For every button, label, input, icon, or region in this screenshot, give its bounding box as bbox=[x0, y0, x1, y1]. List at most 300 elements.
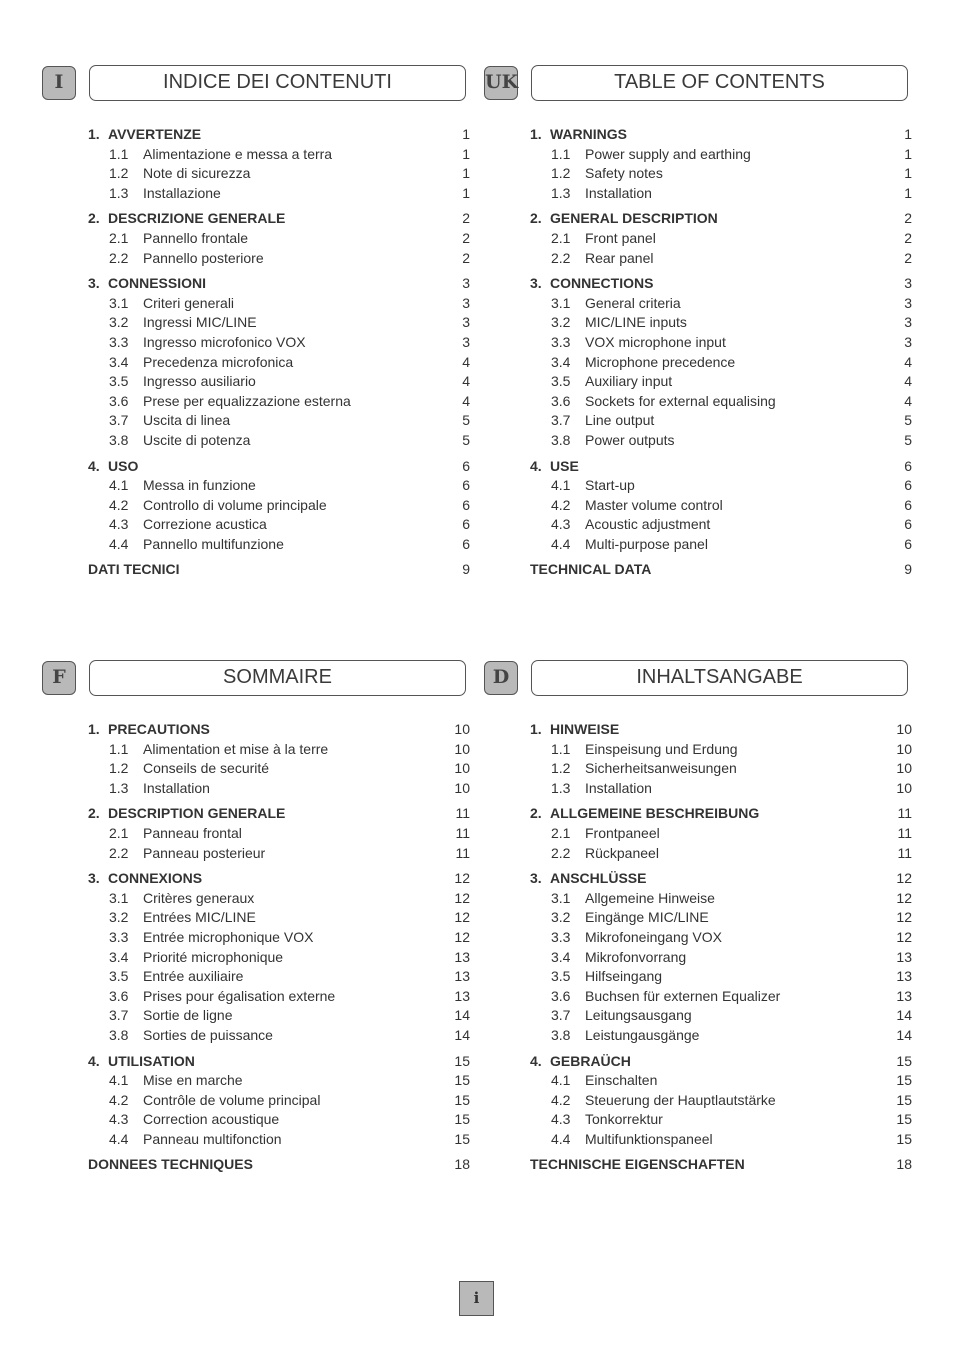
entry-number: 1.1 bbox=[551, 145, 571, 162]
page-number: 10 bbox=[454, 740, 470, 757]
section-title: GENERAL DESCRIPTION bbox=[550, 210, 718, 227]
section-title: AVVERTENZE bbox=[108, 126, 202, 142]
page-number: 2 bbox=[904, 229, 912, 246]
final-entry-title: TECHNISCHE EIGENSCHAFTEN bbox=[530, 1156, 745, 1173]
section-number: 3. bbox=[530, 275, 542, 292]
entry-title: Start-up bbox=[585, 477, 635, 494]
toc-section bbox=[88, 125, 470, 203]
page-number: 6 bbox=[462, 535, 470, 552]
entry-title: Entrée auxiliaire bbox=[143, 968, 244, 985]
page-number: 12 bbox=[454, 928, 470, 945]
page-number: 15 bbox=[454, 1130, 470, 1147]
section-number: 4. bbox=[530, 1052, 542, 1069]
toc-entry bbox=[530, 987, 912, 1007]
entry-number: 4.3 bbox=[551, 1111, 571, 1128]
toc-section bbox=[530, 1052, 912, 1150]
page-number: 15 bbox=[454, 1111, 470, 1128]
page-number: 5 bbox=[462, 431, 470, 448]
page-number: 6 bbox=[462, 477, 470, 494]
toc-title: INDICE DEI CONTENUTI bbox=[89, 65, 466, 101]
toc-section-heading bbox=[530, 804, 912, 824]
section-title: WARNINGS bbox=[550, 126, 627, 142]
toc-final-entry bbox=[530, 1155, 912, 1175]
toc-entries bbox=[530, 125, 912, 580]
entry-number: 2.1 bbox=[551, 824, 571, 841]
section-title: ANSCHLÜSSE bbox=[550, 870, 647, 887]
entry-number: 2.2 bbox=[551, 249, 571, 266]
entry-number: 3.7 bbox=[551, 1007, 571, 1024]
toc-title: TABLE OF CONTENTS bbox=[531, 65, 908, 101]
page-number: 10 bbox=[896, 721, 912, 737]
toc-entry bbox=[530, 496, 912, 516]
toc-section-heading bbox=[88, 457, 470, 477]
language-badge: UK bbox=[484, 66, 518, 100]
page-number: 11 bbox=[897, 824, 912, 841]
section-number: 3. bbox=[530, 870, 542, 887]
toc-section bbox=[88, 209, 470, 268]
entry-number: 3.6 bbox=[109, 987, 129, 1004]
entry-title: Correzione acustica bbox=[143, 516, 267, 533]
toc-entry bbox=[88, 779, 470, 799]
toc-entry bbox=[88, 1026, 470, 1046]
entry-title: Acoustic adjustment bbox=[585, 516, 711, 533]
entry-number: 2.2 bbox=[551, 844, 571, 861]
toc-section bbox=[88, 1052, 470, 1150]
page-number: 11 bbox=[897, 844, 912, 861]
toc-section-heading bbox=[530, 125, 912, 145]
toc-entry bbox=[530, 759, 912, 779]
entry-title: Line output bbox=[585, 412, 655, 429]
toc-section-heading bbox=[530, 720, 912, 740]
entry-number: 3.5 bbox=[551, 968, 571, 985]
toc-entry bbox=[88, 759, 470, 779]
entry-title: Ingresso microfonico VOX bbox=[143, 333, 306, 350]
toc-header bbox=[42, 65, 470, 103]
entry-number: 4.4 bbox=[109, 1130, 129, 1147]
entry-title: Uscite di potenza bbox=[143, 431, 251, 448]
entry-number: 3.3 bbox=[109, 928, 129, 945]
entry-number: 4.2 bbox=[551, 496, 571, 513]
toc-entry bbox=[530, 333, 912, 353]
page-number: 3 bbox=[462, 294, 470, 311]
entry-title: Prese per equalizzazione esterna bbox=[143, 392, 351, 409]
page-number: 12 bbox=[454, 909, 470, 926]
toc-entry bbox=[88, 824, 470, 844]
toc-entry bbox=[88, 1071, 470, 1091]
entry-number: 3.7 bbox=[109, 1007, 129, 1024]
entry-number: 1.2 bbox=[551, 760, 571, 777]
entry-title: Messa in funzione bbox=[143, 477, 256, 494]
toc-section-heading bbox=[88, 125, 470, 145]
toc-entry bbox=[88, 333, 470, 353]
section-number: 2. bbox=[88, 210, 100, 227]
toc-entry bbox=[88, 353, 470, 373]
page-number: 13 bbox=[454, 987, 470, 1004]
toc-entry bbox=[530, 967, 912, 987]
page-number: 15 bbox=[454, 1072, 470, 1089]
final-entry-title: TECHNICAL DATA bbox=[530, 561, 652, 578]
toc-entry bbox=[530, 476, 912, 496]
toc-entry bbox=[88, 431, 470, 451]
toc-entry bbox=[530, 779, 912, 799]
toc-entry bbox=[88, 1130, 470, 1150]
page-number: 10 bbox=[454, 760, 470, 777]
toc-section-heading bbox=[88, 209, 470, 229]
entry-title: Pannello multifunzione bbox=[143, 535, 284, 552]
toc-entry bbox=[530, 1110, 912, 1130]
entry-number: 3.2 bbox=[551, 314, 571, 331]
section-title: CONNECTIONS bbox=[550, 275, 654, 292]
toc-entries bbox=[530, 720, 912, 1175]
entry-number: 1.3 bbox=[109, 184, 129, 201]
page-number: 12 bbox=[896, 928, 912, 945]
toc-section bbox=[530, 457, 912, 555]
page-number: 6 bbox=[904, 477, 912, 494]
entry-title: VOX microphone input bbox=[585, 333, 726, 350]
entry-number: 3.6 bbox=[551, 392, 571, 409]
toc-entry bbox=[530, 1091, 912, 1111]
section-title: CONNESSIONI bbox=[108, 275, 207, 292]
section-title: USE bbox=[550, 457, 579, 474]
page-number: 15 bbox=[454, 1091, 470, 1108]
page-number: 13 bbox=[896, 987, 912, 1004]
page-number: 1 bbox=[462, 126, 470, 142]
entry-title: Multifunktionspaneel bbox=[585, 1130, 713, 1147]
entry-number: 2.1 bbox=[109, 824, 129, 841]
section-title: GEBRAÜCH bbox=[550, 1052, 631, 1069]
entry-title: Controllo di volume principale bbox=[143, 496, 327, 513]
section-number: 1. bbox=[530, 126, 542, 142]
toc-section-heading bbox=[530, 209, 912, 229]
page-number: 1 bbox=[462, 184, 470, 201]
page-number: 11 bbox=[897, 805, 912, 822]
page-number-badge: i bbox=[459, 1281, 494, 1316]
page-number: 14 bbox=[454, 1007, 470, 1024]
toc-entry bbox=[530, 313, 912, 333]
page-number: 15 bbox=[896, 1130, 912, 1147]
toc-section bbox=[530, 209, 912, 268]
entry-number: 4.4 bbox=[551, 1130, 571, 1147]
toc-entry bbox=[530, 184, 912, 204]
page-number: 11 bbox=[455, 805, 470, 822]
toc-entry bbox=[88, 496, 470, 516]
page-number: 4 bbox=[462, 353, 470, 370]
page-number: 4 bbox=[904, 392, 912, 409]
entry-number: 3.1 bbox=[551, 294, 571, 311]
entry-number: 2.1 bbox=[551, 229, 571, 246]
entry-title: Uscita di linea bbox=[143, 412, 231, 429]
section-number: 4. bbox=[530, 457, 542, 474]
toc-section bbox=[530, 125, 912, 203]
toc-entry bbox=[88, 928, 470, 948]
entry-number: 1.1 bbox=[109, 740, 129, 757]
entry-title: MIC/LINE inputs bbox=[585, 314, 687, 331]
entry-number: 3.6 bbox=[551, 987, 571, 1004]
page-number: 14 bbox=[896, 1026, 912, 1043]
entry-number: 1.1 bbox=[551, 740, 571, 757]
toc-section-heading bbox=[88, 804, 470, 824]
final-entry-title: DONNEES TECHNIQUES bbox=[88, 1156, 253, 1173]
section-title: DESCRIZIONE GENERALE bbox=[108, 210, 286, 227]
entry-number: 4.3 bbox=[109, 516, 129, 533]
toc-section bbox=[530, 720, 912, 798]
entry-title: Tonkorrektur bbox=[585, 1111, 663, 1128]
entry-number: 3.3 bbox=[551, 928, 571, 945]
toc-section bbox=[530, 274, 912, 450]
entry-title: Mikrofonvorrang bbox=[585, 948, 687, 965]
entry-number: 4.4 bbox=[109, 535, 129, 552]
entry-title: Installation bbox=[585, 184, 652, 201]
entry-number: 2.2 bbox=[109, 844, 129, 861]
toc-final-entry bbox=[88, 1155, 470, 1175]
toc-header bbox=[484, 65, 912, 103]
entry-title: Front panel bbox=[585, 229, 656, 246]
toc-entry bbox=[88, 184, 470, 204]
entry-number: 3.7 bbox=[551, 412, 571, 429]
language-badge: D bbox=[484, 661, 518, 695]
page-number: 2 bbox=[462, 229, 470, 246]
toc-entry bbox=[88, 1091, 470, 1111]
entry-number: 1.3 bbox=[551, 184, 571, 201]
entry-title: Frontpaneel bbox=[585, 824, 660, 841]
toc-final-entry bbox=[88, 560, 470, 580]
entry-title: Note di sicurezza bbox=[143, 165, 251, 182]
toc-entry bbox=[88, 515, 470, 535]
entry-title: Microphone precedence bbox=[585, 353, 736, 370]
toc-entry bbox=[530, 889, 912, 909]
entry-title: Ingressi MIC/LINE bbox=[143, 314, 257, 331]
page-number: 10 bbox=[896, 740, 912, 757]
entry-title: Critères generaux bbox=[143, 889, 255, 906]
page-number: 11 bbox=[455, 824, 470, 841]
section-title: USO bbox=[108, 457, 139, 474]
page-number: 3 bbox=[904, 294, 912, 311]
entry-title: Installation bbox=[585, 779, 652, 796]
section-title: ALLGEMEINE BESCHREIBUNG bbox=[550, 805, 760, 822]
page-number: 9 bbox=[462, 561, 470, 578]
entry-title: Leitungsausgang bbox=[585, 1007, 692, 1024]
entry-number: 1.3 bbox=[109, 779, 129, 796]
toc-entry bbox=[530, 824, 912, 844]
entry-number: 3.8 bbox=[551, 431, 571, 448]
entry-title: Sortie de ligne bbox=[143, 1007, 233, 1024]
page-number: 4 bbox=[462, 392, 470, 409]
entry-number: 3.7 bbox=[109, 412, 129, 429]
toc-entry bbox=[88, 967, 470, 987]
toc-section bbox=[88, 869, 470, 1045]
entry-number: 4.1 bbox=[109, 477, 129, 494]
entry-title: Master volume control bbox=[585, 496, 723, 513]
toc-entry bbox=[88, 740, 470, 760]
toc-entry bbox=[88, 1006, 470, 1026]
page-number: 12 bbox=[454, 870, 470, 887]
entry-title: Sicherheitsanweisungen bbox=[585, 760, 737, 777]
entry-number: 3.4 bbox=[551, 353, 571, 370]
page-number: 5 bbox=[904, 431, 912, 448]
page-number: 10 bbox=[454, 721, 470, 737]
toc-section bbox=[530, 869, 912, 1045]
entry-number: 3.5 bbox=[109, 968, 129, 985]
page-number: 2 bbox=[462, 249, 470, 266]
entry-number: 4.2 bbox=[109, 496, 129, 513]
entry-title: Installation bbox=[143, 779, 210, 796]
toc-section-heading bbox=[88, 869, 470, 889]
entry-title: Priorité microphonique bbox=[143, 948, 284, 965]
entry-title: Conseils de securité bbox=[143, 760, 270, 777]
entry-number: 4.1 bbox=[551, 477, 571, 494]
toc-entry bbox=[530, 431, 912, 451]
section-number: 3. bbox=[88, 275, 100, 292]
entry-title: Leistungausgänge bbox=[585, 1026, 700, 1043]
entry-number: 1.2 bbox=[551, 165, 571, 182]
entry-number: 1.1 bbox=[109, 145, 129, 162]
section-number: 2. bbox=[530, 210, 542, 227]
entry-number: 4.2 bbox=[109, 1091, 129, 1108]
toc-entry bbox=[530, 1071, 912, 1091]
toc-entry bbox=[530, 372, 912, 392]
section-title: UTILISATION bbox=[108, 1052, 195, 1069]
section-number: 2. bbox=[88, 805, 100, 822]
entry-title: Panneau multifonction bbox=[143, 1130, 282, 1147]
toc-entry bbox=[88, 372, 470, 392]
toc-header bbox=[484, 660, 912, 698]
toc-section bbox=[88, 457, 470, 555]
toc-entry bbox=[530, 1006, 912, 1026]
toc-entry bbox=[530, 411, 912, 431]
page-number: 2 bbox=[462, 210, 470, 227]
toc-entry bbox=[88, 1110, 470, 1130]
entry-title: Allgemeine Hinweise bbox=[585, 889, 715, 906]
page-number: 3 bbox=[904, 275, 912, 292]
entry-title: Entrée microphonique VOX bbox=[143, 928, 314, 945]
entry-title: Rückpaneel bbox=[585, 844, 659, 861]
page-number: 12 bbox=[896, 870, 912, 887]
section-number: 1. bbox=[88, 721, 100, 737]
toc-section bbox=[88, 720, 470, 798]
toc-entry bbox=[530, 908, 912, 928]
toc-entry bbox=[530, 392, 912, 412]
entry-title: Alimentation et mise à la terre bbox=[143, 740, 329, 757]
page-number: 6 bbox=[904, 516, 912, 533]
page-number: 13 bbox=[896, 948, 912, 965]
page-number: 12 bbox=[454, 889, 470, 906]
toc-entries bbox=[88, 125, 470, 580]
page-number: 1 bbox=[904, 145, 912, 162]
entry-title: Einspeisung und Erdung bbox=[585, 740, 738, 757]
toc-section-heading bbox=[88, 1052, 470, 1072]
section-number: 4. bbox=[88, 457, 100, 474]
toc-final-entry bbox=[530, 560, 912, 580]
section-number: 2. bbox=[530, 805, 542, 822]
entry-title: Panneau posterieur bbox=[143, 844, 266, 861]
toc-entry bbox=[530, 948, 912, 968]
entry-number: 3.5 bbox=[551, 373, 571, 390]
page-number: 15 bbox=[896, 1052, 912, 1069]
entry-number: 3.4 bbox=[551, 948, 571, 965]
page-number: 13 bbox=[896, 968, 912, 985]
page-number: 10 bbox=[896, 760, 912, 777]
page-number: 14 bbox=[896, 1007, 912, 1024]
page-number: 4 bbox=[904, 373, 912, 390]
toc-entry bbox=[530, 928, 912, 948]
page-number: 10 bbox=[896, 779, 912, 796]
page-number: 6 bbox=[904, 535, 912, 552]
toc-entry bbox=[530, 535, 912, 555]
page-number: 14 bbox=[454, 1026, 470, 1043]
entry-title: Hilfseingang bbox=[585, 968, 663, 985]
page-number: 15 bbox=[896, 1072, 912, 1089]
page-number: 3 bbox=[462, 333, 470, 350]
entry-title: Rear panel bbox=[585, 249, 654, 266]
toc-title: INHALTSANGABE bbox=[531, 660, 908, 696]
toc-entry bbox=[88, 249, 470, 269]
page-number: 3 bbox=[904, 314, 912, 331]
toc-entry bbox=[530, 1026, 912, 1046]
toc-entries bbox=[88, 720, 470, 1175]
toc-entry bbox=[88, 164, 470, 184]
page-number: 13 bbox=[454, 948, 470, 965]
toc-entry bbox=[530, 164, 912, 184]
toc-entry bbox=[530, 294, 912, 314]
toc-entry bbox=[530, 844, 912, 864]
page-number: 3 bbox=[904, 333, 912, 350]
page-number: 15 bbox=[896, 1091, 912, 1108]
entry-title: Sorties de puissance bbox=[143, 1026, 273, 1043]
entry-title: Pannello frontale bbox=[143, 229, 249, 246]
entry-number: 3.2 bbox=[109, 314, 129, 331]
toc-entry bbox=[88, 844, 470, 864]
entry-title: General criteria bbox=[585, 294, 681, 311]
entry-number: 4.4 bbox=[551, 535, 571, 552]
entry-title: Panneau frontal bbox=[143, 824, 242, 841]
entry-number: 1.2 bbox=[109, 760, 129, 777]
page-number: 3 bbox=[462, 275, 470, 292]
toc-entry bbox=[88, 313, 470, 333]
page-number: 1 bbox=[904, 184, 912, 201]
entry-number: 3.5 bbox=[109, 373, 129, 390]
page-number: 6 bbox=[462, 457, 470, 474]
page-number: 15 bbox=[896, 1111, 912, 1128]
toc-entry bbox=[88, 889, 470, 909]
page-number: 15 bbox=[454, 1052, 470, 1069]
page-number: 1 bbox=[462, 165, 470, 182]
entry-number: 4.2 bbox=[551, 1091, 571, 1108]
page-number: 4 bbox=[462, 373, 470, 390]
entry-number: 3.3 bbox=[551, 333, 571, 350]
entry-title: Mise en marche bbox=[143, 1072, 243, 1089]
toc-header bbox=[42, 660, 470, 698]
language-badge: F bbox=[42, 661, 76, 695]
page-number: 1 bbox=[462, 145, 470, 162]
page-number: 11 bbox=[455, 844, 470, 861]
entry-number: 3.4 bbox=[109, 353, 129, 370]
section-title: DESCRIPTION GENERALE bbox=[108, 805, 286, 822]
page-number: 12 bbox=[896, 889, 912, 906]
entry-title: Power supply and earthing bbox=[585, 145, 751, 162]
entry-number: 3.6 bbox=[109, 392, 129, 409]
entry-title: Criteri generali bbox=[143, 294, 235, 311]
toc-entry bbox=[88, 229, 470, 249]
entry-number: 4.1 bbox=[109, 1072, 129, 1089]
toc-entry bbox=[88, 145, 470, 165]
toc-entry bbox=[88, 908, 470, 928]
page-number: 6 bbox=[904, 457, 912, 474]
toc-entry bbox=[530, 515, 912, 535]
page-number: 18 bbox=[454, 1156, 470, 1173]
toc-entry bbox=[530, 229, 912, 249]
page-number: 4 bbox=[904, 353, 912, 370]
toc-title: SOMMAIRE bbox=[89, 660, 466, 696]
